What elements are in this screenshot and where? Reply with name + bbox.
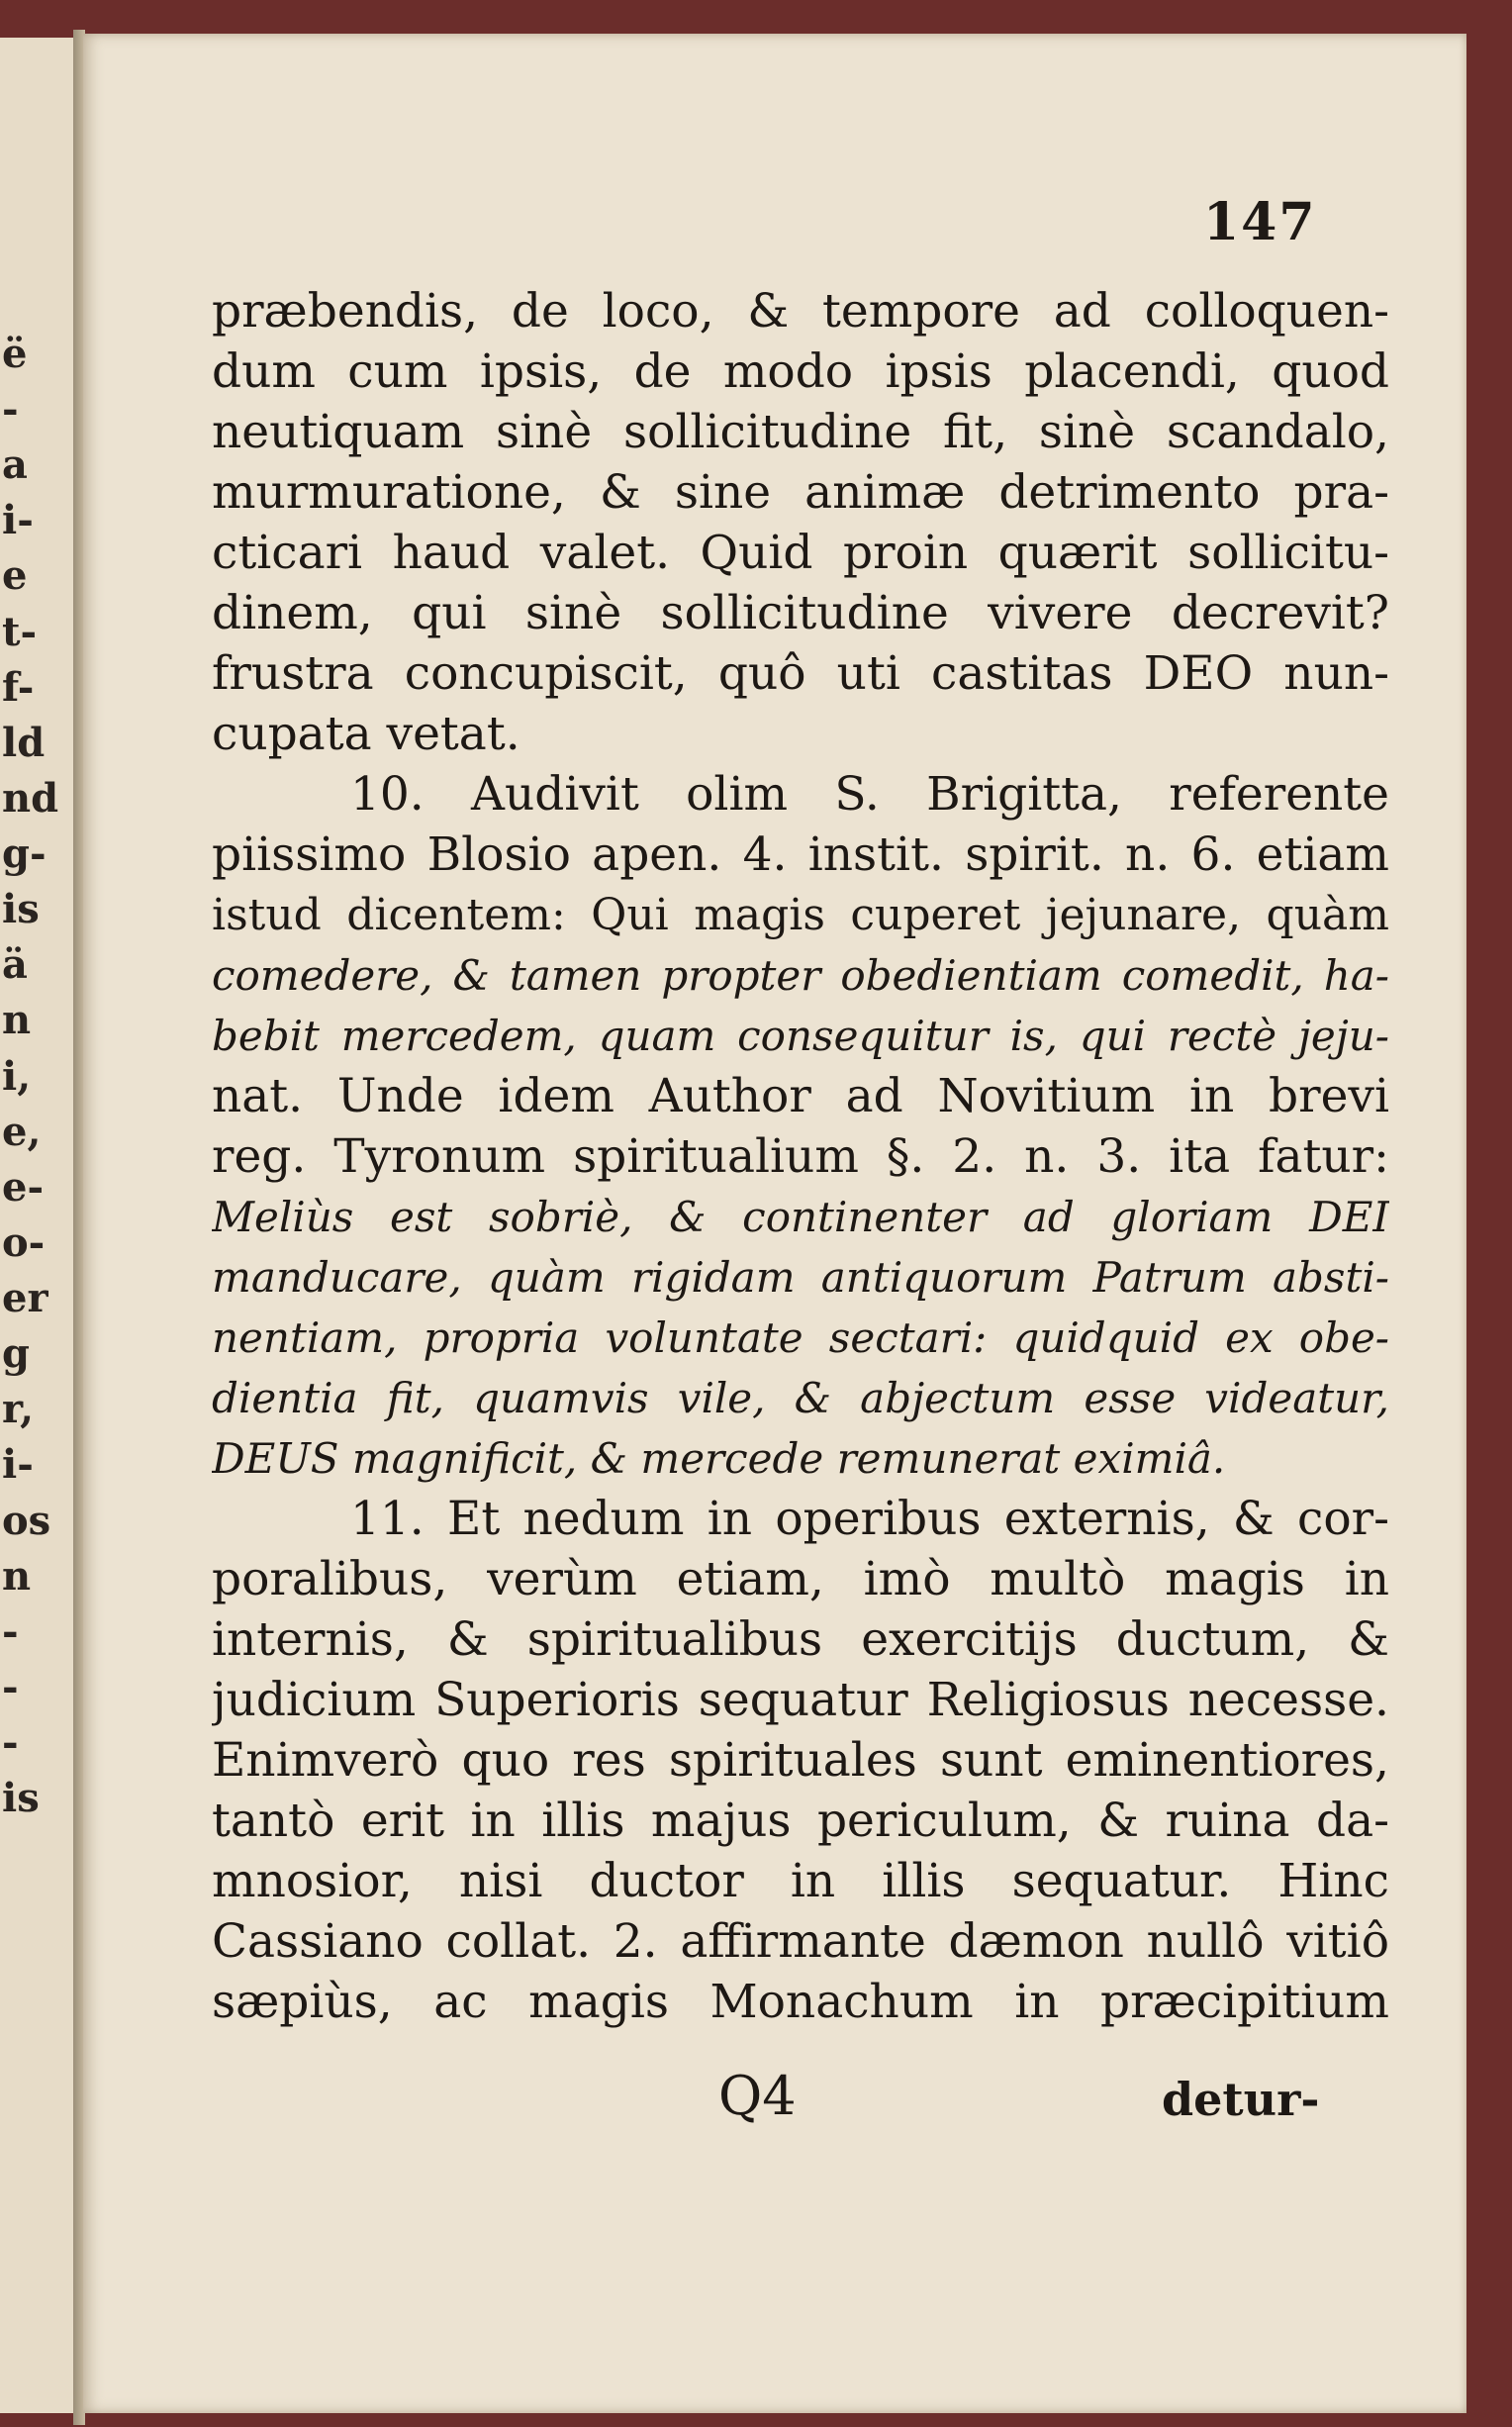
text-line: nat. Unde idem Author ad Novitium in brevi bbox=[212, 1069, 1389, 1123]
facing-page-fragment: g- bbox=[2, 830, 47, 878]
text-line: cticari haud valet. Quid proin quærit sollicitu- bbox=[212, 526, 1389, 580]
quote-line: dientia fit, quamvis vile, & abjectum esse videatur, bbox=[212, 1374, 1389, 1422]
quote-line: DEUS magnificit, & mercede remunerat eximiâ. bbox=[212, 1434, 1226, 1483]
facing-page-fragment: g bbox=[2, 1330, 30, 1378]
catchword: detur- bbox=[1162, 2073, 1320, 2126]
text-line: Cassiano collat. 2. affirmante dæmon nullô vitiô bbox=[212, 1914, 1389, 1969]
facing-page-fragment: i- bbox=[2, 1441, 34, 1489]
quote-line: comedere, & tamen propter obedientiam comedit, ha- bbox=[212, 951, 1389, 1000]
facing-page-fragment: t- bbox=[2, 608, 38, 655]
facing-page-fragment: r, bbox=[2, 1386, 35, 1433]
page-number: 147 bbox=[1203, 192, 1317, 252]
text-line: judicium Superioris sequatur Religiosus necesse. bbox=[212, 1673, 1389, 1727]
text-line: reg. Tyronum spiritualium §. 2. n. 3. ita fatur: bbox=[212, 1129, 1389, 1184]
text-line: mnosior, nisi ductor in illis sequatur. Hinc bbox=[212, 1854, 1389, 1908]
quote-line: bebit mercedem, quam consequitur is, qui rectè jeju- bbox=[212, 1012, 1389, 1060]
text-line: istud dicentem: Qui magis cuperet jejunare, quàm bbox=[212, 890, 1389, 940]
text-line: piissimo Blosio apen. 4. instit. spirit. n. 6. etiam bbox=[212, 827, 1389, 882]
text-line: internis, & spiritualibus exercitijs ductum, & bbox=[212, 1612, 1389, 1667]
facing-page-edge bbox=[0, 38, 81, 2413]
facing-page-fragment: os bbox=[2, 1497, 51, 1544]
facing-page-fragment: f- bbox=[2, 663, 35, 711]
quote-line: manducare, quàm rigidam antiquorum Patrum absti- bbox=[212, 1253, 1389, 1302]
facing-page-fragment: - bbox=[2, 386, 19, 434]
book-page bbox=[83, 34, 1466, 2413]
quote-line: Meliùs est sobriè, & continenter ad gloriam DEI bbox=[212, 1193, 1389, 1241]
text-line: murmuratione, & sine animæ detrimento pra- bbox=[212, 465, 1389, 520]
facing-page-fragment: e bbox=[2, 552, 28, 600]
facing-page-fragment: a bbox=[2, 441, 28, 489]
facing-page-fragment: ë bbox=[2, 331, 28, 377]
text-line: cupata vetat. bbox=[212, 707, 520, 761]
text-line: præbendis, de loco, & tempore ad colloquen- bbox=[212, 284, 1389, 339]
text-line: dum cum ipsis, de modo ipsis placendi, quod bbox=[212, 344, 1389, 399]
facing-page-fragment: i- bbox=[2, 497, 34, 544]
facing-page-fragment: o- bbox=[2, 1218, 46, 1266]
body-text bbox=[212, 281, 1389, 2032]
signature-mark: Q4 bbox=[718, 2065, 797, 2127]
facing-page-fragment: is bbox=[2, 886, 40, 933]
facing-page-fragment: is bbox=[2, 1775, 40, 1822]
facing-page-fragment: - bbox=[2, 1663, 19, 1710]
paragraph-start-11: 11. Et nedum in operibus externis, & cor- bbox=[350, 1492, 1389, 1546]
text-line: Enimverò quo res spirituales sunt eminentiores, bbox=[212, 1733, 1389, 1788]
facing-page-fragment: n bbox=[2, 1552, 32, 1600]
quote-line: nentiam, propria voluntate sectari: quidquid ex obe- bbox=[212, 1313, 1389, 1362]
facing-page-fragment: - bbox=[2, 1607, 19, 1655]
facing-page-fragment: e, bbox=[2, 1108, 42, 1155]
facing-page-fragment: er bbox=[2, 1275, 48, 1322]
facing-page-fragment: - bbox=[2, 1719, 19, 1766]
facing-page-fragment: nd bbox=[2, 774, 59, 822]
facing-page-fragment: i, bbox=[2, 1052, 32, 1100]
facing-page-fragment: e- bbox=[2, 1163, 45, 1211]
text-line: sæpiùs, ac magis Monachum in præcipitium bbox=[212, 1975, 1389, 2029]
facing-page-fragment: ä bbox=[2, 941, 28, 989]
text-line: dinem, qui sinè sollicitudine vivere decrevit? bbox=[212, 586, 1389, 640]
text-line: tantò erit in illis majus periculum, & ruina da- bbox=[212, 1794, 1389, 1848]
text-line: poralibus, verùm etiam, imò multò magis in bbox=[212, 1552, 1389, 1606]
facing-page-fragment: ld bbox=[2, 719, 46, 766]
facing-page-fragment: n bbox=[2, 997, 32, 1044]
text-line: frustra concupiscit, quô uti castitas DEO nun- bbox=[212, 646, 1389, 701]
paragraph-start-10: 10. Audivit olim S. Brigitta, referente bbox=[350, 767, 1389, 822]
text-line: neutiquam sinè sollicitudine fit, sinè scandalo, bbox=[212, 405, 1389, 459]
